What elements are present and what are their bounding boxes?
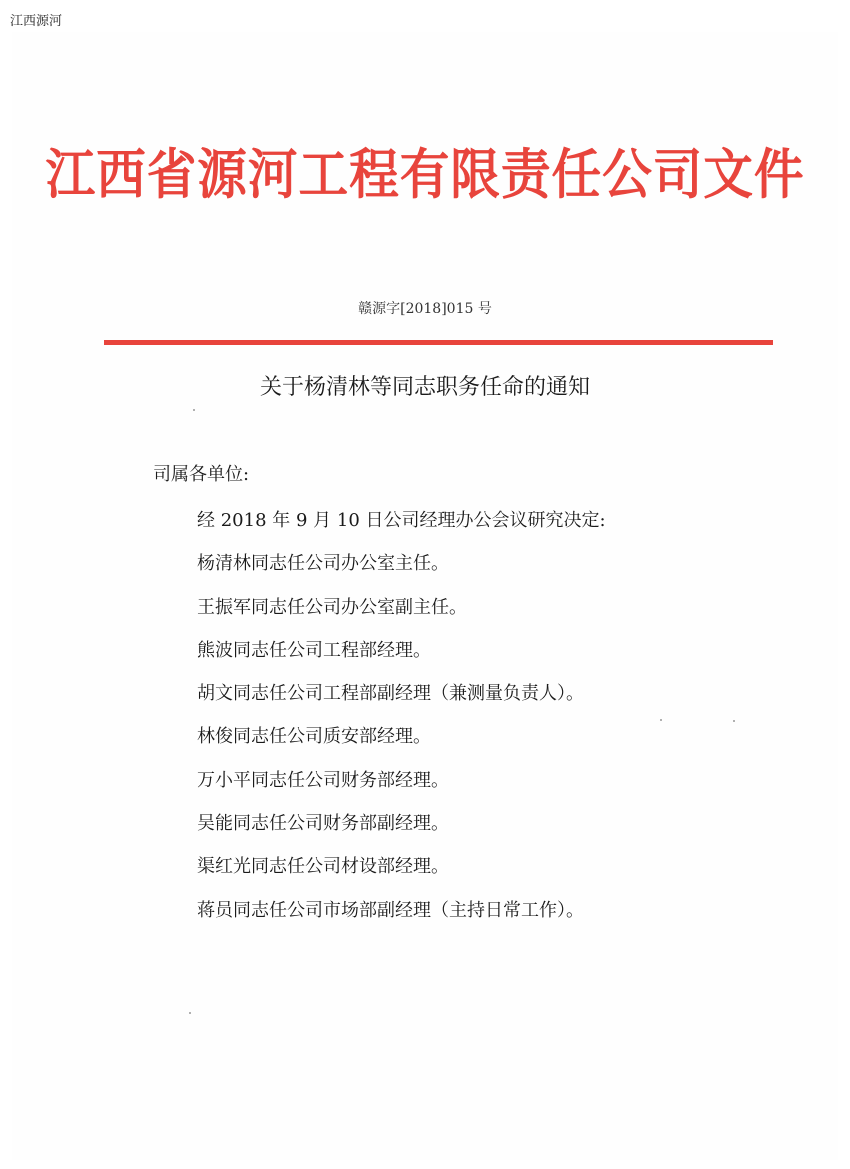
body-line-appointment: 胡文同志任公司工程部副经理（兼测量负责人）。 — [197, 683, 584, 705]
body-line-appointment: 蒋员同志任公司市场部副经理（主持日常工作）。 — [197, 899, 584, 921]
corner-label: 江西源河 — [10, 14, 63, 29]
salutation: 司属各单位: — [153, 464, 250, 485]
scan-speck — [193, 409, 195, 411]
body-line-appointment: 王振军同志任公司办公室副主任。 — [197, 596, 467, 618]
red-divider-rule — [104, 340, 773, 345]
body-line-appointment: 林俊同志任公司质安部经理。 — [197, 726, 431, 748]
scan-speck — [660, 719, 662, 721]
body-line-appointment: 吴能同志任公司财务部副经理。 — [197, 813, 449, 835]
body-line-appointment: 万小平同志任公司财务部经理。 — [197, 769, 449, 791]
scan-speck — [189, 1012, 191, 1014]
document-number: 赣源字[2018]015 号 — [358, 301, 492, 317]
body-line-decision: 经 2018 年 9 月 10 日公司经理办公会议研究决定: — [197, 510, 606, 531]
document-title: 关于杨清林等同志职务任命的通知 — [259, 375, 590, 400]
document-header-title: 江西省源河工程有限责任公司文件 — [45, 143, 805, 206]
scan-speck — [733, 720, 735, 722]
body-line-appointment: 熊波同志任公司工程部经理。 — [197, 639, 431, 661]
document-body — [197, 505, 797, 938]
body-line-appointment: 杨清林同志任公司办公室主任。 — [197, 553, 449, 575]
body-line-appointment: 渠红光同志任公司材设部经理。 — [197, 856, 449, 878]
